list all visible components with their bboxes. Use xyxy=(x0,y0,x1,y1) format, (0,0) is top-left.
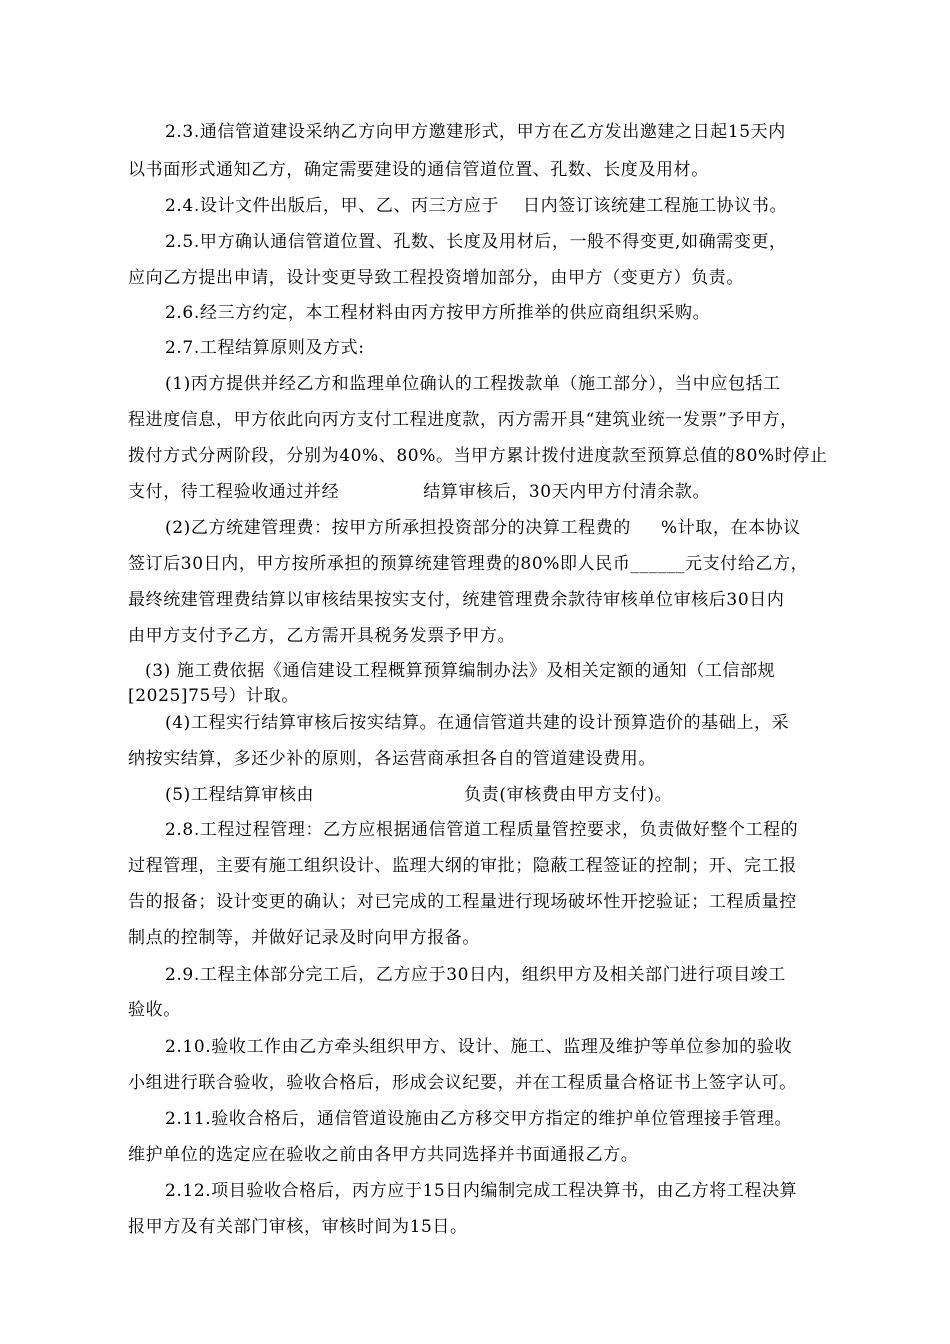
paragraph-line: 2.6.经三方约定，本工程材料由丙方按甲方所推举的供应商组织采购。 xyxy=(165,303,711,323)
paragraph-line: 签订后30日内，甲方按所承担的预算统建管理费的80%即人民币______元支付给乙方， xyxy=(128,554,809,574)
paragraph-line: [2025]75号）计取。 xyxy=(128,686,299,706)
paragraph-line: (2)乙方统建管理费：按甲方所承担投资部分的决算工程费的 %计取，在本协议 xyxy=(165,518,801,538)
paragraph-line: (3) 施工费依据《通信建设工程概算预算编制办法》及相关定额的通知（工信部规 xyxy=(145,661,776,681)
paragraph-line: (1)丙方提供并经乙方和监理单位确认的工程拨款单（施工部分），当中应包括工 xyxy=(165,374,781,394)
paragraph-line: 由甲方支付予乙方，乙方需开具税务发票予甲方。 xyxy=(128,626,516,646)
paragraph-line: 程进度信息，甲方依此向丙方支付工程进度款，丙方需开具“建筑业统一发票”予甲方， xyxy=(128,410,798,430)
paragraph-line: 拨付方式分两阶段，分别为40%、80%。当甲方累计拨付进度款至预算总值的80%时停止 xyxy=(128,446,828,466)
paragraph-line: 2.4.设计文件出版后，甲、乙、丙三方应于 日内签订该统建工程施工协议书。 xyxy=(165,196,788,216)
paragraph-line: (5)工程结算审核由 负责(审核费由甲方支付)。 xyxy=(165,785,673,805)
paragraph-line: 支付，待工程验收通过并经 结算审核后，30天内甲方付清余款。 xyxy=(128,482,711,502)
paragraph-line: 制点的控制等，并做好记录及时向甲方报备。 xyxy=(128,928,480,948)
paragraph-line: 2.3.通信管道建设采纳乙方向甲方邀建形式，甲方在乙方发出邀建之日起15天内 xyxy=(165,122,786,142)
paragraph-line: 2.8.工程过程管理：乙方应根据通信管道工程质量管控要求，负责做好整个工程的 xyxy=(165,820,799,840)
paragraph-line: 以书面形式通知乙方，确定需要建设的通信管道位置、孔数、长度及用材。 xyxy=(128,160,709,180)
paragraph-line: 2.11.验收合格后，通信管道设施由乙方移交甲方指定的维护单位管理接手管理。 xyxy=(165,1109,793,1129)
paragraph-line: (4)工程实行结算审核后按实结算。在通信管道共建的设计预算造价的基础上，采 xyxy=(165,713,790,733)
paragraph-line: 2.9.工程主体部分完工后，乙方应于30日内，组织甲方及相关部门进行项目竣工 xyxy=(165,965,786,985)
paragraph-line: 应向乙方提出申请，设计变更导致工程投资增加部分，由甲方（变更方）负责。 xyxy=(128,268,744,288)
paragraph-line: 告的报备；设计变更的确认；对已完成的工程量进行现场破坏性开挖验证；工程质量控 xyxy=(128,892,797,912)
paragraph-line: 2.5.甲方确认通信管道位置、孔数、长度及用材后，一般不得变更,如确需变更， xyxy=(165,232,787,252)
paragraph-line: 纳按实结算，多还少补的原则，各运营商承担各自的管道建设费用。 xyxy=(128,749,656,769)
paragraph-line: 2.10.验收工作由乙方牵头组织甲方、设计、施工、监理及维护等单位参加的验收 xyxy=(165,1037,793,1057)
paragraph-line: 最终统建管理费结算以审核结果按实支付，统建管理费余款待审核单位审核后30日内 xyxy=(128,590,785,610)
paragraph-line: 2.12.项目验收合格后，丙方应于15日内编制完成工程决算书，由乙方将工程决算 xyxy=(165,1181,798,1201)
paragraph-line: 过程管理，主要有施工组织设计、监理大纲的审批；隐蔽工程签证的控制；开、完工报 xyxy=(128,856,797,876)
paragraph-line: 报甲方及有关部门审核，审核时间为15日。 xyxy=(128,1217,468,1237)
paragraph-line: 小组进行联合验收，验收合格后，形成会议纪要，并在工程质量合格证书上签字认可。 xyxy=(128,1073,797,1093)
paragraph-line: 维护单位的选定应在验收之前由各甲方共同选择并书面通报乙方。 xyxy=(128,1145,639,1165)
paragraph-line: 验收。 xyxy=(128,1000,181,1020)
paragraph-line: 2.7.工程结算原则及方式: xyxy=(165,338,365,358)
